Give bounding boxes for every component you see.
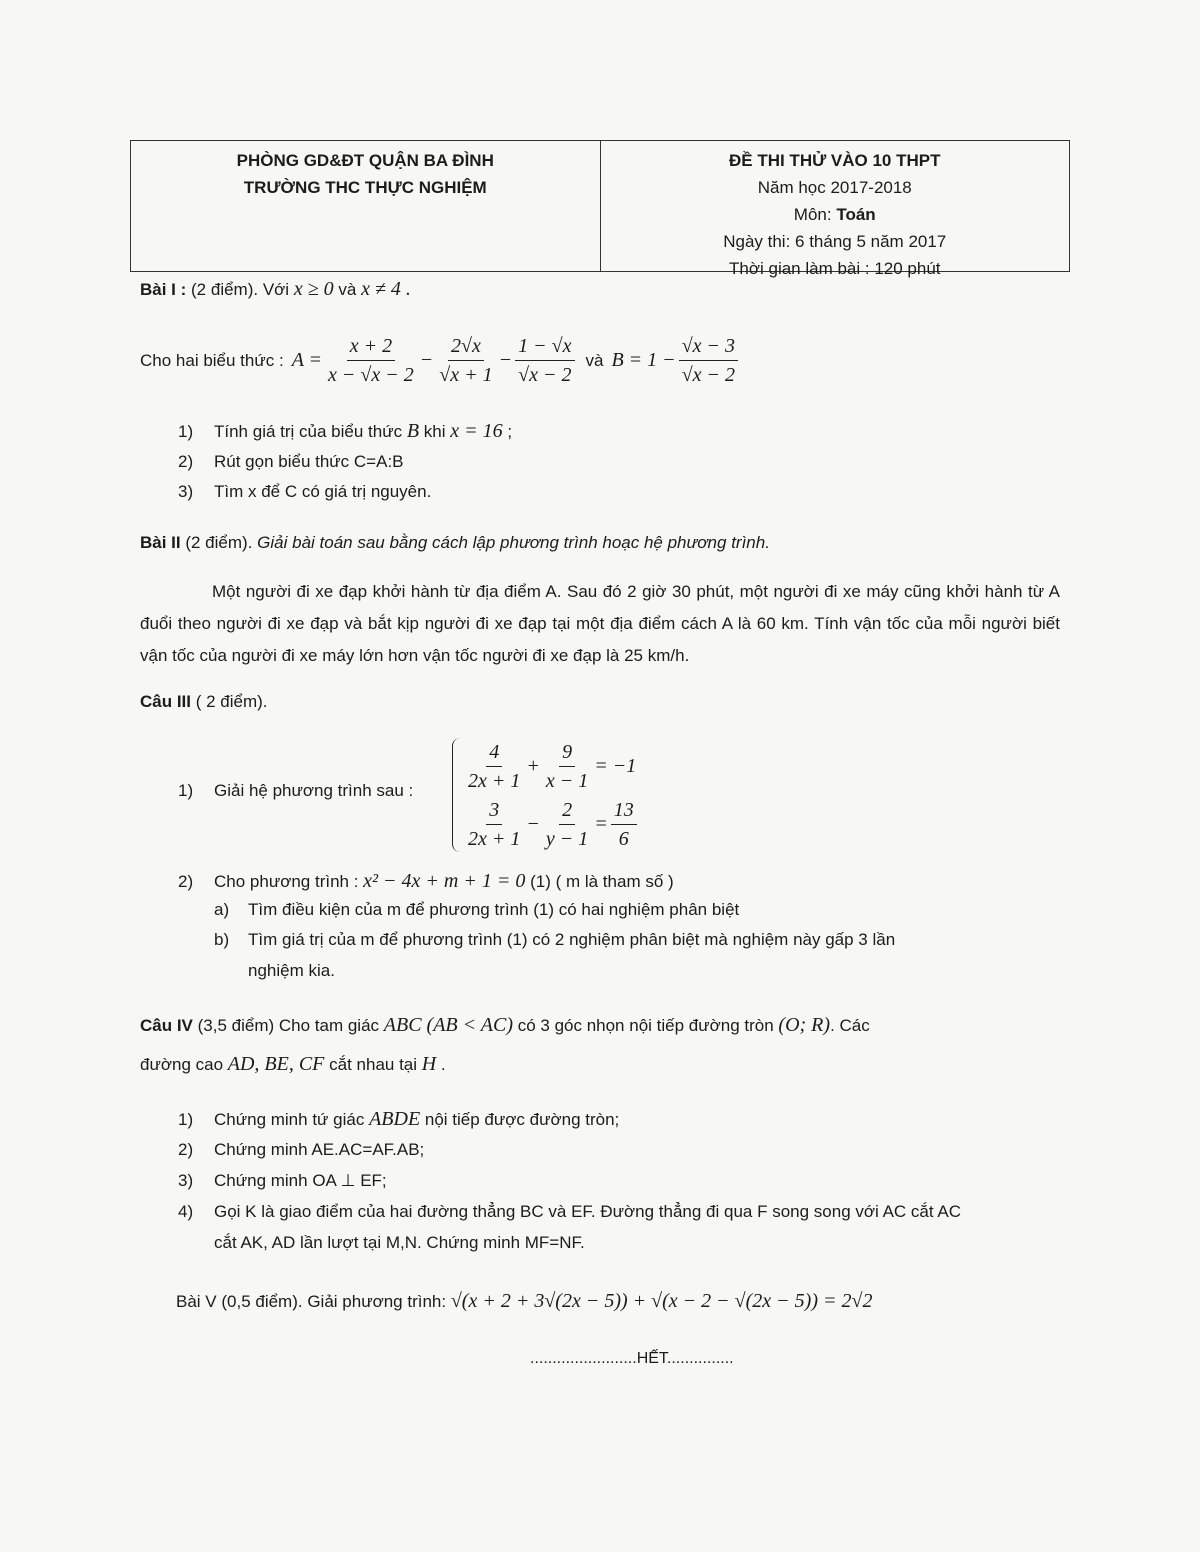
item-text: Tính giá trị của biểu thức (214, 422, 407, 441)
sub-item-letter: a) (214, 900, 230, 919)
sub-item-letter: b) (214, 930, 230, 949)
item-number: 3) (178, 482, 194, 501)
item-text: Rút gọn biểu thức C=A:B (214, 452, 404, 471)
eq2-frac2 (543, 798, 591, 851)
bai2-body: Một người đi xe đạp khởi hành từ địa điểm A. Sau đó 2 giờ 30 phút, một người đi xe máy cũng khởi hành từ A đuổi theo người đi xe đạp và bắt kịp người đi xe đạp tại một địa điểm cách A là 60 km. Tính vận tốc của mỗi người biết vận tốc của người đi xe máy lớn hơn vận tốc người đi xe đạp là 25 km/h. (140, 582, 1060, 665)
expr-a-frac1-num: x + 2 (347, 334, 395, 361)
item-number: 1) (178, 1110, 194, 1129)
expr-b-num: √x − 3 (679, 334, 738, 361)
end-marker: ........................HẾT............... (530, 1350, 734, 1367)
expr-a-frac1-den: x − √x − 2 (328, 364, 414, 386)
bai1-heading-line (140, 278, 411, 301)
cau4-text: . Các (830, 1016, 870, 1035)
cau4-text: cắt nhau tại (324, 1055, 422, 1074)
cau3-heading-line (140, 692, 268, 712)
eq2-frac2-den: y − 1 (545, 828, 589, 850)
cau4-text: đường cao (140, 1055, 228, 1074)
cau4-item-2 (178, 1140, 424, 1160)
item-number: 4) (178, 1202, 194, 1221)
item-number: 1) (178, 422, 194, 441)
eq1-frac1 (465, 740, 523, 793)
expr-a-op1: − (419, 349, 434, 371)
item-text: Tìm x để C có giá trị nguyên. (214, 482, 432, 501)
cau4-math: H (421, 1053, 437, 1075)
eq2-frac1 (465, 798, 523, 851)
eq2-equals: = (594, 813, 608, 835)
system-eq1 (462, 740, 636, 793)
cau4-line1 (140, 1014, 870, 1037)
eq1-frac1-num: 4 (486, 740, 502, 767)
eq1-op: + (526, 755, 540, 777)
expr-b-den: √x − 2 (681, 364, 736, 386)
bai5-text: Bài V (0,5 điểm). Giải phương trình: (176, 1292, 451, 1311)
subject-prefix: Môn: (793, 205, 837, 224)
eq2-rhs-num: 13 (611, 798, 637, 825)
bai2-instruction: Giải bài toán sau bằng cách lập phương trình hoạc hệ phương trình. (257, 533, 770, 552)
item-text: Cho phương trình : (214, 872, 364, 891)
item-math: x = 16 (450, 420, 503, 442)
item-number: 2) (178, 1140, 194, 1159)
bai2-points: (2 điểm). (180, 533, 258, 552)
bai1-cond2: x ≠ 4 . (361, 278, 411, 300)
bai1-intro: Cho hai biểu thức : (140, 350, 284, 370)
expr-a-label: A = (291, 349, 323, 371)
expr-a-frac2 (436, 334, 495, 387)
bai2-heading: Bài II (140, 533, 181, 552)
bai1-item-3 (178, 482, 431, 502)
bai5-equation: √(x + 2 + 3√(2x − 5)) + √(x − 2 − √(2x − 5)) = 2√2 (450, 1290, 873, 1312)
item-text: (1) ( m là tham số ) (525, 872, 674, 891)
eq2-frac1-num: 3 (486, 798, 502, 825)
cau3-sub-b (214, 930, 895, 950)
eq1-frac2 (543, 740, 591, 793)
exam-title: ĐỀ THI THỬ VÀO 10 THPT (728, 151, 941, 170)
expr-a-frac3-num: 1 − √x (515, 334, 574, 361)
eq1-frac1-den: 2x + 1 (468, 770, 521, 792)
eq2-op: − (526, 813, 540, 835)
cau3-item-2 (178, 870, 674, 893)
bai1-expressions (140, 334, 741, 387)
eq2-rhs-den: 6 (618, 828, 629, 850)
eq1-frac2-den: x − 1 (545, 770, 589, 792)
eq2-frac2-num: 2 (559, 798, 575, 825)
item-text: nội tiếp được đường tròn; (420, 1110, 620, 1129)
exam-duration: Thời gian làm bài : 120 phút (729, 259, 941, 278)
bai2-heading-line (140, 533, 770, 553)
item-text: Chứng minh AE.AC=AF.AB; (214, 1140, 425, 1159)
cau4-item-4 (178, 1202, 961, 1222)
item-math: x² − 4x + m + 1 = 0 (363, 870, 526, 892)
cau4-item-1 (178, 1108, 619, 1131)
bai1-points: (2 điểm). Với (186, 280, 294, 299)
bai1-item-1 (178, 420, 512, 443)
cau4-text: có 3 góc nhọn nội tiếp đường tròn (512, 1016, 779, 1035)
subject-value: Toán (836, 205, 876, 224)
bai5-line (176, 1290, 872, 1313)
item-text: Gọi K là giao điểm của hai đường thẳng BC và EF. Đường thẳng đi qua F song song với AC cắt AC (214, 1202, 962, 1221)
bai1-cond1: x ≥ 0 (293, 278, 334, 300)
expr-a-frac3 (515, 334, 574, 387)
eq2-rhs-frac (611, 798, 637, 851)
cau4-text: . (436, 1055, 446, 1074)
cau3-sub-b-cont: nghiệm kia. (248, 961, 335, 980)
cau4-text: (3,5 điểm) Cho tam giác (192, 1016, 384, 1035)
item-number: 2) (178, 872, 194, 891)
expr-b-frac (679, 334, 738, 387)
header-table (130, 140, 1070, 278)
system-eq2 (462, 798, 640, 851)
department-name: PHÒNG GD&ĐT QUẬN BA ĐÌNH (236, 151, 494, 170)
cau4-math: (O; R) (778, 1014, 831, 1036)
expr-and: và (585, 350, 604, 370)
bai1-and: và (333, 280, 362, 299)
header-right (601, 141, 1070, 278)
eq1-rhs: = −1 (594, 755, 637, 777)
sub-item-text: Tìm điều kiện của m để phương trình (1) có hai nghiệm phân biệt (248, 900, 740, 919)
item-math: B (406, 420, 420, 442)
cau3-points: ( 2 điểm). (191, 692, 268, 711)
header-left (131, 141, 601, 271)
cau4-item-3 (178, 1171, 387, 1191)
item-text: Giải hệ phương trình sau : (214, 781, 414, 800)
cau4-math: ABC (AB < AC) (383, 1014, 513, 1036)
cau4-heading: Câu IV (140, 1016, 193, 1035)
cau4-math: AD, BE, CF (227, 1053, 325, 1075)
expr-a-frac2-num: 2√x (448, 334, 484, 361)
item-text: ; (502, 422, 513, 441)
cau3-heading: Câu III (140, 692, 192, 711)
item-number: 2) (178, 452, 194, 471)
expr-a-frac3-den: √x − 2 (518, 364, 572, 386)
cau4-item-4-cont: cắt AK, AD lần lượt tại M,N. Chứng minh MF=NF. (214, 1233, 585, 1252)
expr-a-frac2-den: √x + 1 (439, 364, 493, 386)
item-text: khi (419, 422, 451, 441)
item-number: 3) (178, 1171, 194, 1190)
cau4-line2 (140, 1053, 446, 1076)
item-text: Chứng minh OA ⊥ EF; (214, 1171, 387, 1190)
item-text: Chứng minh tứ giác (214, 1110, 370, 1129)
school-year: Năm học 2017-2018 (757, 178, 912, 197)
bai1-heading: Bài I : (140, 280, 187, 299)
eq1-frac2-num: 9 (559, 740, 575, 767)
school-name: TRƯỜNG THC THỰC NGHIỆM (243, 178, 487, 197)
bai1-item-2 (178, 452, 404, 472)
subject-line (601, 201, 1070, 228)
exam-date: Ngày thi: 6 tháng 5 năm 2017 (723, 232, 947, 251)
eq2-frac1-den: 2x + 1 (468, 828, 521, 850)
item-math: ABDE (369, 1108, 421, 1130)
expr-a-frac1 (325, 334, 417, 387)
expr-a-op2: − (498, 349, 513, 371)
sub-item-text: Tìm giá trị của m để phương trình (1) có 2 nghiệm phân biệt mà nghiệm này gấp 3 lần (248, 930, 896, 949)
cau3-item-1 (178, 781, 413, 801)
item-number: 1) (178, 781, 194, 800)
cau3-sub-a (214, 900, 739, 920)
expr-b-label: B = 1 − (611, 349, 676, 371)
